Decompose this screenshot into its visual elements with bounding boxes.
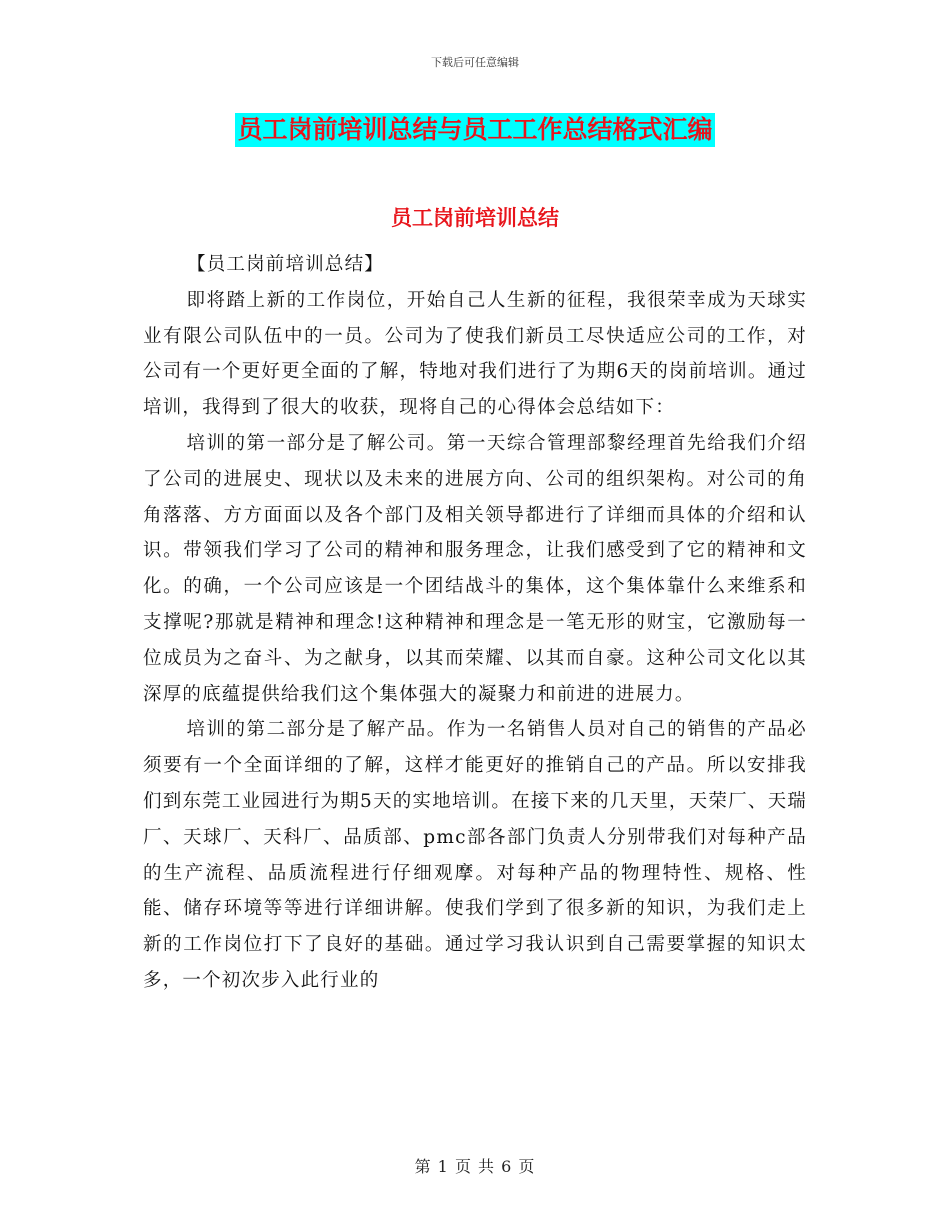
document-body <box>143 247 807 999</box>
paragraph-company: 培训的第一部分是了解公司。第一天综合管理部黎经理首先给我们介绍了公司的进展史、现状以及未来的进展方向、公司的组织架构。对公司的角角落落、方方面面以及各个部门及相关领导都进行了详细而具体的介绍和认识。带领我们学习了公司的精神和服务理念，让我们感受到了它的精神和文化。的确，一个公司应该是一个团结战斗的集体，这个集体靠什么来维系和支撑呢?那就是精神和理念!这种精神和理念是一笔无形的财宝，它激励每一位成员为之奋斗、为之献身，以其而荣耀、以其而自豪。这种公司文化以其深厚的底蕴提供给我们这个集体强大的凝聚力和前进的进展力。 <box>143 432 807 705</box>
section-title: 员工岗前培训总结 <box>391 206 559 230</box>
main-title: 员工岗前培训总结与员工工作总结格式汇编 <box>235 113 714 147</box>
paragraph-product: 培训的第二部分是了解产品。作为一名销售人员对自己的销售的产品必须要有一个全面详细的了解，这样才能更好的推销自己的产品。所以安排我们到东莞工业园进行为期5天的实地培训。在接下来的几天里，天荣厂、天瑞厂、天球厂、天科厂、品质部、pmc部各部门负责人分别带我们对每种产品的生产流程、品质流程进行仔细观摩。对每种产品的物理特性、规格、性能、储存环境等等进行详细讲解。使我们学到了很多新的知识，为我们走上新的工作岗位打下了良好的基础。通过学习我认识到自己需要掌握的知识太多，一个初次步入此行业的 <box>143 719 807 991</box>
bracket-heading: 【员工岗前培训总结】 <box>187 254 385 275</box>
page-number-footer: 第 1 页 共 6 页 <box>414 1157 536 1176</box>
main-title-wrap <box>0 113 950 147</box>
header-note: 下载后可任意编辑 <box>431 56 519 69</box>
paragraph-intro: 即将踏上新的工作岗位，开始自己人生新的征程，我很荣幸成为天球实业有限公司队伍中的一员。公司为了使我们新员工尽快适应公司的工作，对公司有一个更好更全面的了解，特地对我们进行了为期6天的岗前培训。通过培训，我得到了很大的收获，现将自己的心得体会总结如下： <box>143 289 807 419</box>
